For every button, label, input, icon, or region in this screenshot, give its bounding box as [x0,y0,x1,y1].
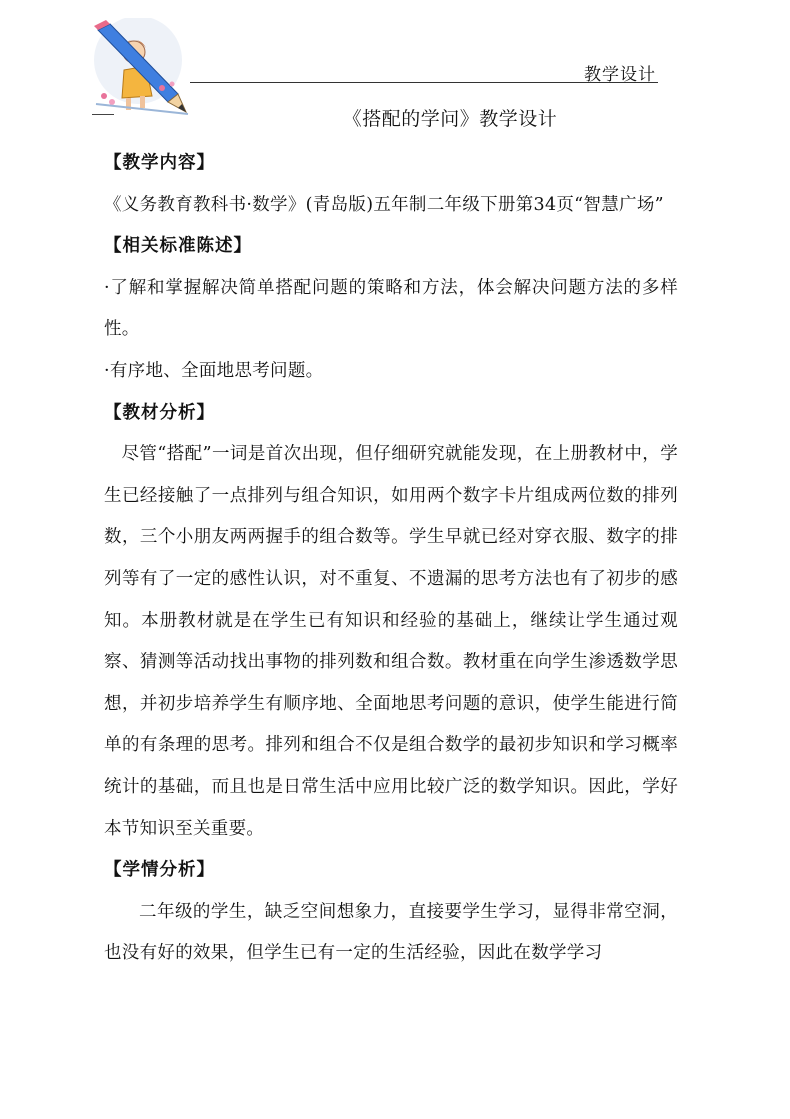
header-illustration [88,18,200,118]
section-teaching-content [104,143,678,226]
section-student-analysis [104,850,678,975]
paragraph: 《义务教育教科书·数学》(青岛版)五年制二年级下册第34页“智慧广场” [104,194,664,215]
paragraph: 二年级的学生，缺乏空间想象力，直接要学生学习，显得非常空洞，也没有好的效果，但学生已有一定的生活经验，因此在数学学习 [104,901,678,964]
bullet-paragraph: ·了解和掌握解决简单搭配问题的策略和方法，体会解决问题方法的多样性。 [104,277,678,340]
document-body [104,143,678,975]
document-title: 《搭配的学问》教学设计 [342,108,558,130]
section-heading: 【相关标准陈述】 [104,236,252,257]
section-heading: 【教材分析】 [104,402,215,423]
paragraph: 尽管“搭配”一词是首次出现，但仔细研究就能发现，在上册教材中，学生已经接触了一点排列与组合知识，如用两个数字卡片组成两位数的排列数，三个小朋友两两握手的组合数等。学生早就已经对穿衣服、数字的排列等有了一定的感性认识，对不重复、不遗漏的思考方法也有了初步的感知。本册教材就是在学生已有知识和经验的基础上，继续让学生通过观察、猜测等活动找出事物的排列数和组合数。教材重在向学生渗透数学思想，并初步培养学生有顺序地、全面地思考问题的意识，使学生能进行简单的有条理的思考。排列和组合不仅是组合数学的最初步知识和学习概率统计的基础，而且也是日常生活中应用比较广泛的数学知识。因此，学好本节知识至关重要。 [104,444,678,839]
section-textbook-analysis [104,393,678,851]
header-label: 教学设计 [584,65,656,85]
bullet-paragraph: ·有序地、全面地思考问题。 [104,360,324,381]
section-heading: 【教学内容】 [104,153,215,173]
section-heading: 【学情分析】 [104,860,215,881]
section-standards [104,226,678,392]
